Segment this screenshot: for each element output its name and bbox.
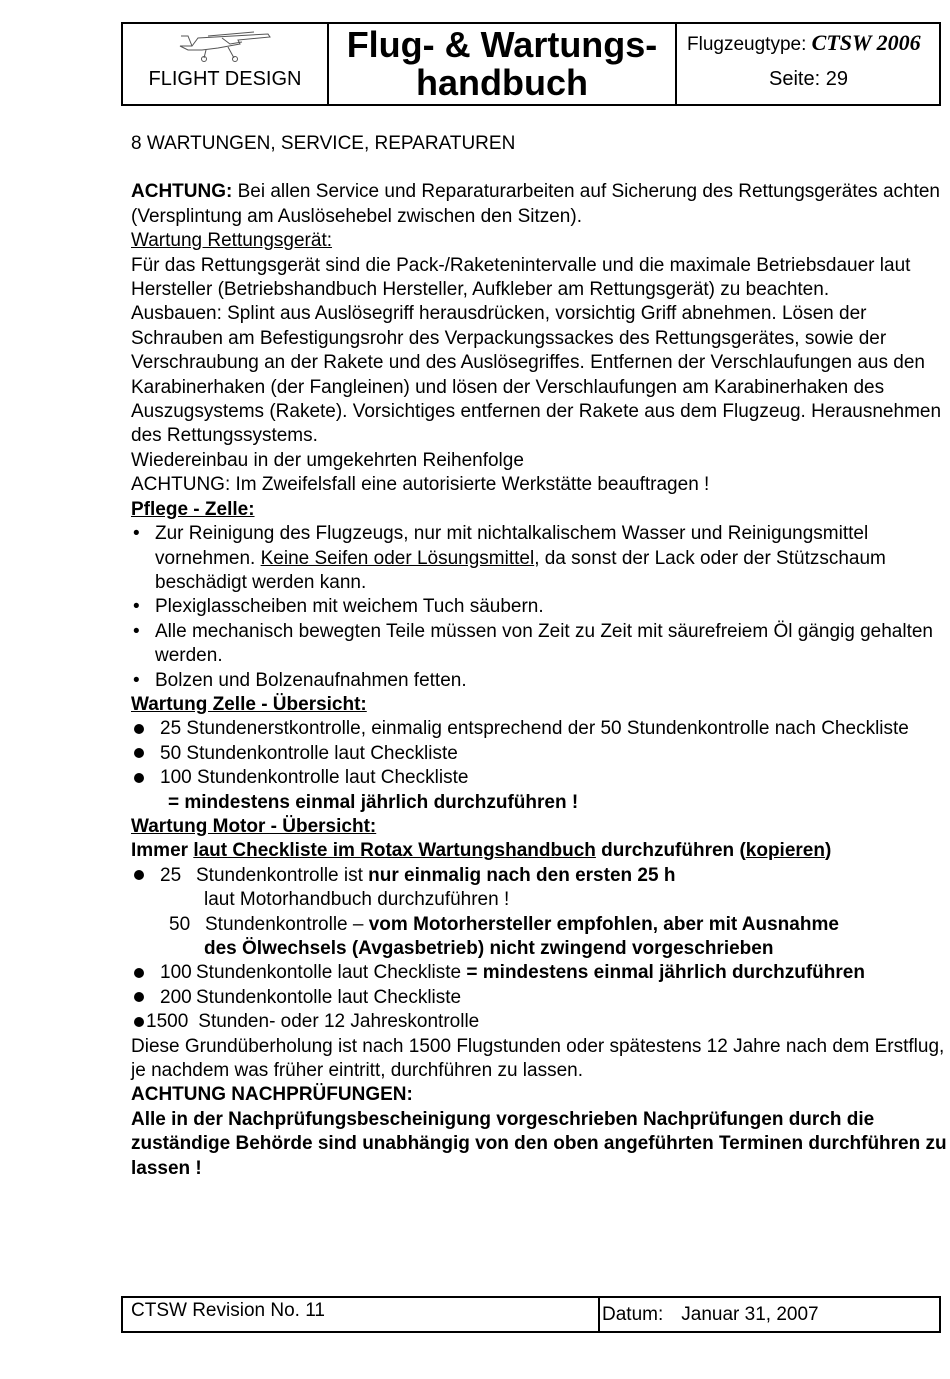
interval-number: 50: [169, 913, 191, 935]
bullet-icon: [134, 1017, 144, 1027]
achtung-paragraph: [131, 180, 947, 229]
interval-text-bold: vom Motorhersteller empfohlen, aber mit Ausnahme: [368, 913, 839, 935]
list-item: • Alle mechanisch bewegten Teile müssen von Zeit zu Zeit mit säurefreiem Öl gängig gehalten werden.: [131, 620, 947, 669]
zelle-item-text: 100 Stundenkontrolle laut Checkliste: [160, 767, 469, 789]
grundueberholung-text: Diese Grundüberholung ist nach 1500 Flugstunden oder spätestens 12 Jahre nach dem Erstflug, je nachdem was früher eintritt, durchführen zu lassen.: [131, 1035, 945, 1082]
interval-text: Stundenkontolle laut Checkliste: [196, 986, 462, 1008]
date-cell: [600, 1298, 939, 1331]
motor-lead: [131, 839, 947, 863]
list-item-text: , da sonst der Lack oder der Stützschaum beschädigt werden kann.: [155, 547, 886, 593]
motor-row-50-line2: des Ölwechsels (Avgasbetrieb) nicht zwingend vorgeschrieben: [204, 938, 774, 959]
nachpruefung-text: Alle in der Nachprüfungsbescheinigung vorgeschrieben Nachprüfungen durch die zuständige Behörde sind unabhängig von den oben angeführten Terminen durchführen zu lassen !: [131, 1108, 947, 1179]
interval-text: Stundenkontrolle ist: [196, 864, 369, 886]
brand-cell: [123, 24, 329, 104]
interval-number: 100: [160, 962, 192, 984]
motor-row-100: [131, 961, 947, 985]
date-value: Januar 31, 2007: [681, 1304, 819, 1325]
aircraft-type: [687, 30, 921, 56]
interval-text-bold: = mindestens einmal jährlich durchzuführen: [466, 962, 865, 984]
motor-lead-underlined: laut Checkliste im Rotax Wartungshandbuch: [193, 840, 596, 862]
bullet-icon: [134, 724, 144, 734]
bullet-icon: [134, 748, 144, 758]
zelle-item: [131, 766, 947, 790]
motor-lead-underlined: kopieren: [745, 840, 825, 862]
zelle-heading: Wartung Zelle - Übersicht:: [131, 693, 367, 715]
pflege-list: [131, 522, 947, 693]
list-item-text: Zur Reinigung des Flugzeugs, nur mit nichtalkalischem Wasser und Reinigungsmittel vornehmen.: [155, 523, 869, 569]
interval-text-bold: nur einmalig nach den ersten 25 h: [368, 864, 676, 886]
interval-text: Stundenkontolle laut Checkliste: [196, 962, 467, 984]
motor-row-200: [131, 986, 947, 1010]
page-header: [121, 22, 941, 106]
aircraft-icon: [178, 28, 274, 64]
date-label: Datum:: [602, 1304, 664, 1325]
bullet-icon: [134, 870, 144, 880]
achtung-text: Bei allen Service und Reparaturarbeiten auf Sicherung des Rettungsgerätes achten (Versplintung am Auslösehebel zwischen den Sitzen).: [131, 181, 940, 227]
motor-row-50: [131, 913, 947, 937]
brand-name: FLIGHT DESIGN: [148, 68, 302, 90]
list-item: • Bolzen und Bolzenaufnahmen fetten.: [131, 669, 947, 693]
wartung-rettungsgeraet-heading: Wartung Rettungsgerät:: [131, 230, 333, 252]
pflege-heading: Pflege - Zelle:: [131, 498, 255, 520]
manual-title: [347, 26, 658, 102]
interval-text: Stundenkontrolle –: [205, 913, 369, 935]
rettungsgeraet-text-4: ACHTUNG: Im Zweifelsfall eine autorisierte Werkstätte beauftragen !: [131, 474, 710, 496]
zelle-item-text: 25 Stundenerstkontrolle, einmalig entsprechend der 50 Stundenkontrolle nach Checkliste: [160, 718, 909, 740]
bullet-icon: [134, 968, 144, 978]
motor-lead-text: Immer: [131, 840, 194, 862]
bullet-icon: [134, 992, 144, 1002]
motor-row-25-line2: laut Motorhandbuch durchzuführen !: [204, 889, 510, 911]
zelle-item: [131, 717, 947, 741]
type-label: Flugzeugtype:: [687, 34, 807, 55]
motor-row-1500: [131, 1010, 947, 1034]
motor-lead-text: ): [824, 840, 832, 862]
title-line-2: handbuch: [416, 62, 588, 103]
list-item: [131, 522, 947, 595]
motor-row-25: [131, 864, 947, 888]
list-item: • Plexiglasscheiben mit weichem Tuch säubern.: [131, 595, 947, 619]
title-cell: [329, 24, 677, 104]
page-footer: [121, 1296, 941, 1333]
revision-label: CTSW Revision No. 11: [123, 1298, 600, 1331]
list-item-underlined: Keine Seifen oder Lösungsmittel: [260, 547, 535, 569]
zelle-item: [131, 742, 947, 766]
rettungsgeraet-text-3: Wiedereinbau in der umgekehrten Reihenfolge: [131, 449, 524, 471]
interval-number: 200: [160, 986, 192, 1008]
interval-number: 25: [160, 864, 182, 886]
interval-number: 1500: [146, 1011, 189, 1033]
section-title: 8 WARTUNGEN, SERVICE, REPARATUREN: [131, 133, 516, 154]
page-number: [769, 68, 848, 91]
zelle-note: = mindestens einmal jährlich durchzuführen !: [168, 791, 579, 813]
type-value: CTSW 2006: [811, 30, 921, 55]
meta-cell: [677, 24, 939, 104]
page-value: 29: [825, 68, 848, 90]
achtung-label: ACHTUNG:: [131, 181, 233, 203]
interval-text: Stunden- oder 12 Jahreskontrolle: [198, 1011, 480, 1033]
title-line-1: Flug- & Wartungs-: [346, 24, 658, 65]
rettungsgeraet-text-1: Für das Rettungsgerät sind die Pack-/Raketenintervalle und die maximale Betriebsdauer laut Hersteller (Betriebshandbuch Hersteller, Aufkleber am Rettungsgerät) zu beachten.: [131, 254, 911, 301]
motor-heading: Wartung Motor - Übersicht:: [131, 815, 377, 837]
page-label: Seite:: [769, 68, 821, 90]
rettungsgeraet-text-2: Ausbauen: Splint aus Auslösegriff herausdrücken, vorsichtig Griff abnehmen. Lösen der Schrauben am Befestigungsrohr des Verpackungssackes des Rettungsgerätes, sowie der Verschraubung an der Rakete und des Auslösegriffes. Entfernen der Verschlaufungen aus den Karabinerhaken (der Fangleinen) und lösen der Verschlaufungen am Karabinerhaken des Auszugsystems (Rakete). Vorsichtiges entfernen der Rakete aus dem Flugzeug. Herausnehmen des Rettungssystems.: [131, 303, 942, 447]
page-content: [131, 132, 947, 1181]
nachpruefung-heading: ACHTUNG NACHPRÜFUNGEN:: [131, 1084, 413, 1106]
zelle-item-text: 50 Stundenkontrolle laut Checkliste: [160, 742, 458, 764]
motor-lead-text: durchzuführen (: [595, 840, 746, 862]
bullet-icon: [134, 773, 144, 783]
